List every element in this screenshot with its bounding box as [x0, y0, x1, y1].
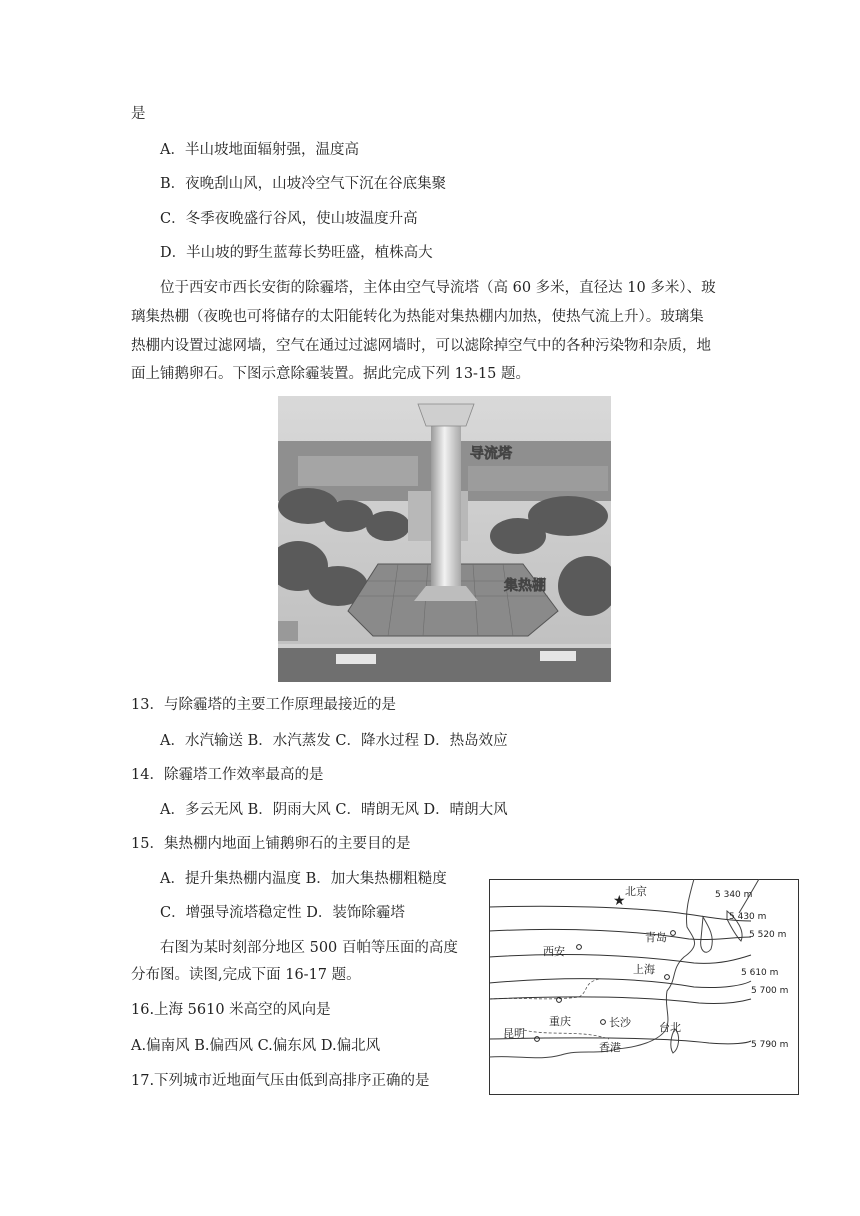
isoline-label-5700: 5 700 m: [751, 986, 789, 996]
isoline-label-5790: 5 790 m: [751, 1040, 789, 1050]
map-intro-line-1: 右图为某时刻部分地区 500 百帕等压面的高度: [160, 940, 458, 956]
map-intro-line-2: 分布图。读图,完成下面 16-17 题。: [131, 967, 361, 983]
isoline-label-5430: 5 430 m: [729, 912, 767, 922]
smog-tower-figure: [278, 396, 611, 682]
city-beijing: 北京: [625, 885, 647, 898]
q14-options: A．多云无风 B．阴雨大风 C．晴朗无风 D．晴朗大风: [160, 802, 508, 818]
city-chongqing: 重庆: [549, 1015, 571, 1028]
passage-line-1: 位于西安市西长安街的除霾塔，主体由空气导流塔（高 60 多米，直径达 10 多米）、玻: [160, 280, 716, 296]
question-stem-tail: 是: [131, 106, 146, 122]
beijing-star-icon: ★: [613, 893, 626, 909]
option-b: B．夜晚刮山风，山坡冷空气下沉在谷底集聚: [160, 176, 447, 192]
city-shanghai: 上海: [633, 963, 655, 976]
q15-options-2: C．增强导流塔稳定性 D．装饰除霾塔: [160, 905, 405, 921]
option-d: D．半山坡的野生蓝莓长势旺盛，植株高大: [160, 245, 433, 261]
q16-stem: 16.上海 5610 米高空的风向是: [131, 1002, 331, 1018]
isoline-label-5610: 5 610 m: [741, 968, 779, 978]
isoline-label-5520: 5 520 m: [749, 930, 787, 940]
passage-line-3: 热棚内设置过滤网墙，空气在通过过滤网墙时，可以滤除掉空气中的各种污染物和杂质，地: [131, 338, 711, 354]
q17-stem: 17.下列城市近地面气压由低到高排序正确的是: [131, 1073, 430, 1089]
q13-stem: 13．与除霾塔的主要工作原理最接近的是: [131, 697, 396, 713]
city-xianggang: 香港: [599, 1041, 621, 1054]
isobaric-height-map: [489, 879, 799, 1095]
q13-options: A．水汽输送 B．水汽蒸发 C．降水过程 D．热岛效应: [160, 733, 508, 749]
passage-line-2: 璃集热棚（夜晚也可将储存的太阳能转化为热能对集热棚内加热，使热气流上升）。玻璃集: [131, 309, 704, 325]
shed-label: 集热棚: [504, 578, 546, 594]
q15-options-1: A．提升集热棚内温度 B．加大集热棚粗糙度: [160, 871, 447, 887]
q15-stem: 15．集热棚内地面上铺鹅卵石的主要目的是: [131, 836, 411, 852]
option-c: C．冬季夜晚盛行谷风，使山坡温度升高: [160, 211, 418, 227]
tower-label: 导流塔: [470, 446, 512, 462]
passage-line-4: 面上铺鹅卵石。下图示意除霾装置。据此完成下列 13-15 题。: [131, 366, 531, 382]
option-a: A．半山坡地面辐射强，温度高: [160, 142, 359, 158]
city-changsha: 长沙: [609, 1016, 631, 1029]
isoline-label-5340: 5 340 m: [715, 890, 753, 900]
q14-stem: 14．除霾塔工作效率最高的是: [131, 767, 324, 783]
city-xian: 西安: [543, 945, 565, 958]
city-kunming: 昆明: [503, 1027, 525, 1040]
q16-options: A.偏南风 B.偏西风 C.偏东风 D.偏北风: [131, 1038, 381, 1054]
city-qingdao: 青岛: [645, 931, 667, 944]
city-taibei: 台北: [659, 1021, 681, 1034]
